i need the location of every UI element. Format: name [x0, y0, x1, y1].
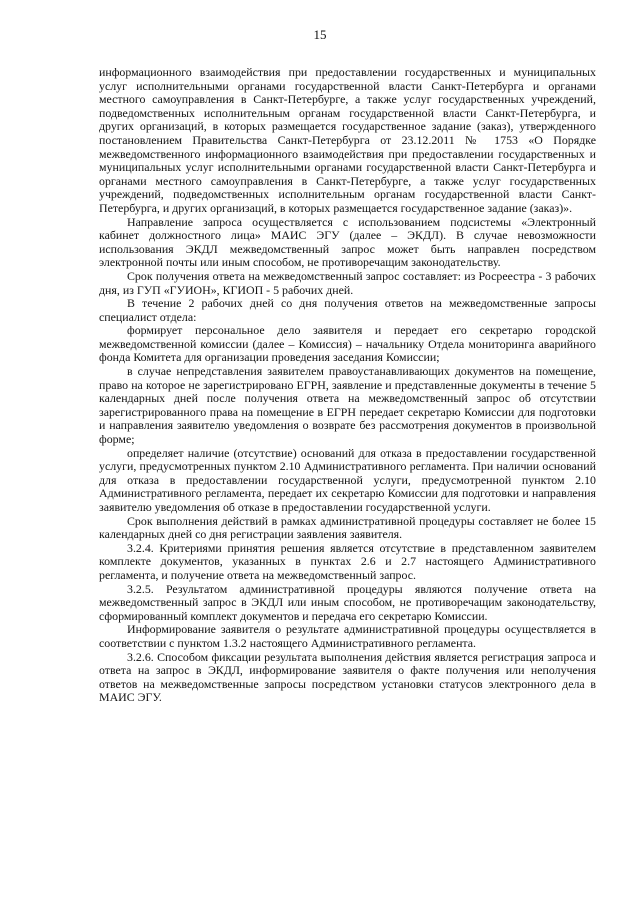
- paragraph-specialist-actions: В течение 2 рабочих дней со дня получения ответов на межведомственные запросы специалист отдела:: [99, 296, 596, 324]
- paragraph-missing-documents: в случае непредставления заявителем правоустанавливающих документов на помещение, право на которое не зарегистрировано ЕГРН, заявление и представленные документы в течение 5 календарных дней после получения ответа на межведомственный запрос об отсутствии зарегистрированного права на помещение в ЕГРН передает секретарю Комиссии для подготовки и направления заявителю уведомления о возврате без рассмотрения документов в произвольной форме;: [99, 364, 596, 447]
- paragraph-3-2-5: 3.2.5. Результатом административной процедуры являются получение ответа на межведомственный запрос в ЭКДЛ или иным способом, не противоречащим законодательству, сформированный комплект документов и передача его секретарю Комиссии.: [99, 581, 596, 623]
- paragraph-3-2-4: 3.2.4. Критериями принятия решения является отсутствие в представленном заявителем комплекте документов, указанных в пунктах 2.6 и 2.7 настоящего Административного регламента, и получение ответа на межведомственный запрос.: [99, 540, 596, 582]
- paragraph-response-deadline: Срок получения ответа на межведомственный запрос составляет: из Росреестра - 3 рабочих дня, из ГУП «ГУИОН», КГИОП - 5 рабочих дней.: [99, 268, 596, 297]
- paragraph-3-2-6: 3.2.6. Способом фиксации результата выполнения действия является регистрация запроса и ответа на запрос в ЭКДЛ, информирование заявителя о факте получения или неполучения ответов на межведомственные запросы посредством установки статусов электронного дела в МАИС ЭГУ.: [99, 649, 596, 705]
- paragraph-informing: Информирование заявителя о результате административной процедуры осуществляется в соответствии с пунктом 1.3.2 настоящего Административного регламента.: [99, 622, 596, 650]
- page-number: 15: [313, 27, 327, 42]
- paragraph-procedure-term: Срок выполнения действий в рамках административной процедуры составляет не более 15 календарных дней со дня регистрации заявления заявителя.: [99, 513, 596, 542]
- paragraph-refusal-grounds: определяет наличие (отсутствие) оснований для отказа в предоставлении государственной услуги, предусмотренных пунктом 2.10 Административного регламента. При наличии оснований для отказа в предоставлении государственной услуги, предусмотренной пунктом 2.10 Административного регламента, передает их секретарю Комиссии для подготовки и направления заявителю уведомления об отказе в предоставлении государственной услуги.: [99, 445, 596, 514]
- paragraph-forms-personal-file: формирует персональное дело заявителя и передает его секретарю городской межведомственной комиссии (далее – Комиссия) – начальнику Отдела мониторинга аварийного фонда Комитета для организации проведения заседания Комиссии;: [99, 323, 596, 365]
- document-body: [99, 66, 596, 705]
- paragraph-request-direction: Направление запроса осуществляется с использованием подсистемы «Электронный кабинет должностного лица» МАИС ЭГУ (далее – ЭКДЛ). В случае невозможности использования ЭКДЛ межведомственный запрос может быть направлен посредством электронной почты или иным способом, не противоречащим законодательству.: [99, 214, 596, 270]
- paragraph-continuation: информационного взаимодействия при предоставлении государственных и муниципальных услуг исполнительными органами государственной власти Санкт-Петербурга и органами местного самоуправления в Санкт-Петербурге, а также услуг государственных учреждений, подведомственных исполнительным органам государственной власти Санкт-Петербурга, и других организаций, в которых размещается государственное задание (заказ), утвержденного постановлением Правительства Санкт-Петербурга от 23.12.2011 № 1753 «О Порядке межведомственного информационного взаимодействия при предоставлении государственных и муниципальных услуг исполнительными органами государственной власти Санкт-Петербурга и органами местного самоуправления в Санкт-Петербурге, а также услуг государственных учреждений, подведомственных исполнительным органам государственной власти Санкт-Петербурга, и других организаций, в которых размещается государственное задание (заказ)».: [99, 65, 596, 215]
